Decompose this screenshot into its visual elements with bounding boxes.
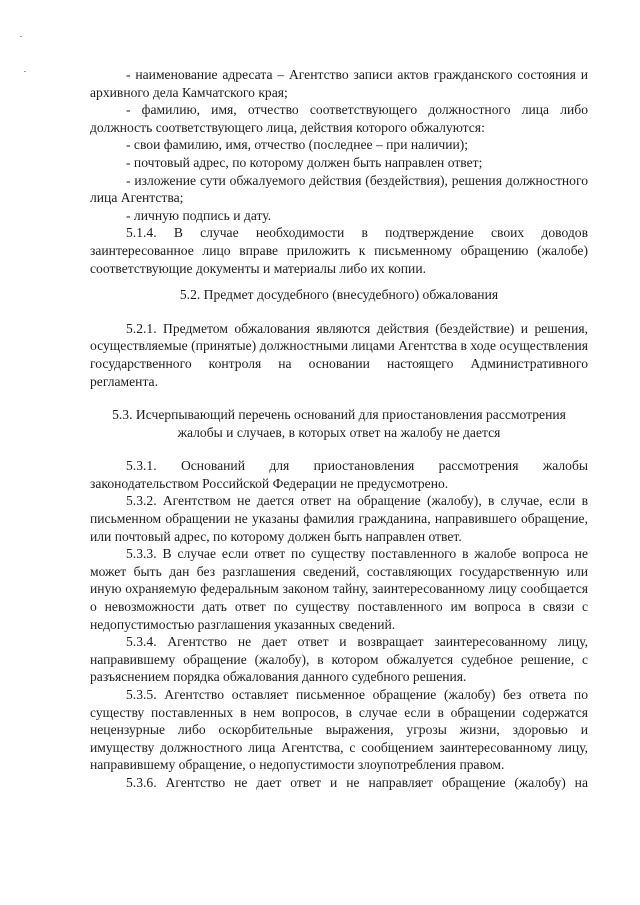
paragraph-5-3-6: 5.3.6. Агентство не дает ответ и не направляет обращение (жалобу) на: [126, 774, 588, 790]
document-page: [90, 66, 588, 792]
list-item-signature: - личную подпись и дату.: [126, 207, 272, 223]
paragraph-5-2-1: 5.2.1. Предметом обжалования являются действия (бездействие) и решения, осуществляемые (принятые) должностными лицами Агентства в ходе осуществления государственного контроля на основании настоящего Административного регламента.: [90, 320, 588, 389]
paragraph-5-1-4: 5.1.4. В случае необходимости в подтверждение своих доводов заинтересованное лицо вправе приложить к письменному обращению (жалобе) соответствующие документы и материалы либо их копии.: [90, 225, 588, 276]
list-item-addressee: - наименование адресата – Агентство записи актов гражданского состояния и архивного дела Камчатского края;: [90, 67, 588, 100]
section-heading-5-3-line2: жалобы и случаев, в которых ответ на жалобу не дается: [177, 424, 501, 440]
section-heading-5-2: 5.2. Предмет досудебного (внесудебного) обжалования: [179, 287, 499, 303]
paragraph-5-3-5: 5.3.5. Агентство оставляет письменное обращение (жалобу) без ответа по существу поставленных в нем вопросов, в случае если в обращении содержатся нецензурные либо оскорбительные выражения, угрозы жизни, здоровью и имуществу должностного лица Агентства, с сообщением заинтересованному лицу, направившему обращение, о недопустимости злоупотребления правом.: [90, 687, 588, 773]
list-item-official-name: - фамилию, имя, отчество соответствующего должностного лица либо должность соответствующего лица, действия которого обжалуются:: [90, 102, 588, 135]
paragraph-5-3-2: 5.3.2. Агентством не дается ответ на обращение (жалобу), в случае, если в письменном обращении не указаны фамилия гражданина, направившего обращение, или почтовый адрес, по которому должен быть направлен ответ.: [90, 493, 588, 544]
list-item-postal-address: - почтовый адрес, по которому должен быть направлен ответ;: [126, 154, 483, 170]
list-item-summary: - изложение сути обжалуемого действия (бездействия), решения должностного лица Агентства;: [90, 172, 588, 206]
section-heading-5-3: [90, 406, 588, 441]
list-item-own-name: - свои фамилию, имя, отчество (последнее – при наличии);: [126, 137, 469, 153]
paragraph-5-3-4: 5.3.4. Агентство не дает ответ и возвращает заинтересованному лицу, направившему обращение (жалобу), в котором обжалуется судебное решение, с разъяснением порядка обжалования данного судебного решения.: [90, 634, 588, 685]
paragraph-5-3-1: 5.3.1. Оснований для приостановления рассмотрения жалобы законодательством Российской Федерации не предусмотрено.: [90, 458, 588, 491]
paragraph-5-3-3: 5.3.3. В случае если ответ по существу поставленного в жалобе вопроса не может быть дан без разглашения сведений, составляющих государственную или иную охраняемую федеральным законом тайну, заинтересованному лицу сообщается о невозможности дать ответ по существу поставленного им вопроса в связи с недопустимостью разглашения указанных сведений.: [90, 546, 588, 632]
section-heading-5-3-line1: 5.3. Исчерпывающий перечень оснований для приостановления рассмотрения: [112, 407, 566, 423]
